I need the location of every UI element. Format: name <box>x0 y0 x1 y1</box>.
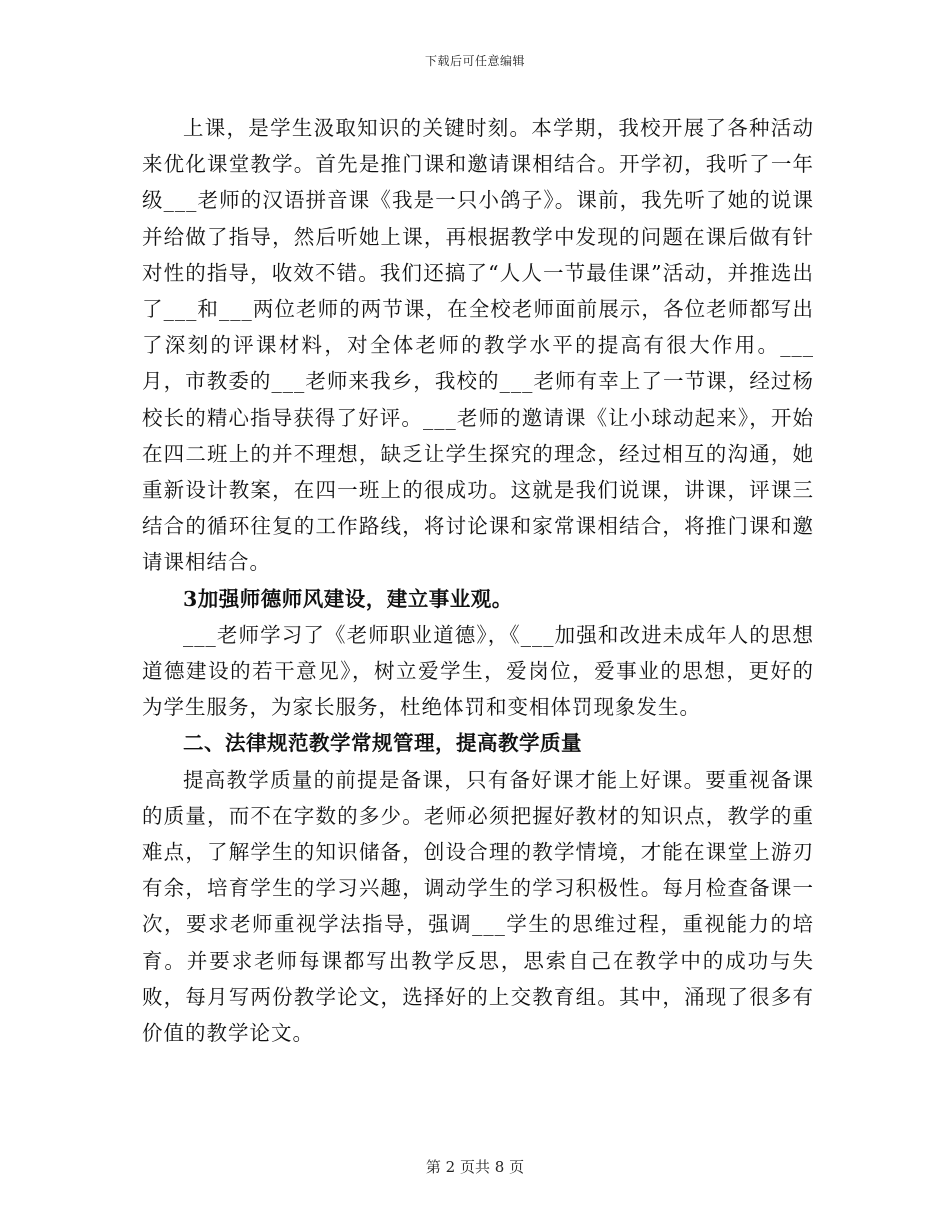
paragraph-teacher-ethics: ___老师学习了《老师职业道德》，《___加强和改进未成年人的思想道德建设的若干意见》，树立爱学生，爱岗位，爱事业的思想，更好的为学生服务，为家长服务，杜绝体罚和变相体罚现象发生。 <box>142 622 814 720</box>
section-heading-teaching-management: 二、法律规范教学常规管理，提高教学质量 <box>183 731 582 756</box>
document-body <box>142 110 814 1051</box>
paragraph-classroom-teaching: 上课，是学生汲取知识的关键时刻。本学期，我校开展了各种活动来优化课堂教学。首先是推门课和邀请课相结合。开学初，我听了一年级___老师的汉语拼音课《我是一只小鸽子》。课前，我先听了她的说课并给做了指导，然后听她上课，再根据教学中发现的问题在课后做有针对性的指导，收效不错。我们还搞了“人人一节最佳课”活动，并推选出了___和___两位老师的两节课，在全校老师面前展示，各位老师都写出了深刻的评课材料，对全体老师的教学水平的提高有很大作用。___月，市教委的___老师来我乡，我校的___老师有幸上了一节课，经过杨校长的精心指导获得了好评。___老师的邀请课《让小球动起来》，开始在四二班上的并不理想，缺乏让学生探究的理念，经过相互的沟通，她重新设计教案，在四一班上的很成功。这就是我们说课，讲课，评课三结合的循环往复的工作路线，将讨论课和家常课相结合，将推门课和邀请课相结合。 <box>142 116 814 575</box>
section-heading-teacher-ethics: 3加强师德师风建设，建立事业观。 <box>183 586 513 611</box>
page-footer-page-number: 第 2 页共 8 页 <box>425 1158 525 1176</box>
paragraph-lesson-preparation: 提高教学质量的前提是备课，只有备好课才能上好课。要重视备课的质量，而不在字数的多少。老师必须把握好教材的知识点，教学的重难点，了解学生的知识储备，创设合理的教学情境，才能在课堂上游刃有余，培育学生的学习兴趣，调动学生的学习积极性。每月检查备课一次，要求老师重视学法指导，强调___学生的思维过程，重视能力的培育。并要求老师每课都写出教学反思，思索自己在教学中的成功与失败，每月写两份教学论文，选择好的上交教育组。其中，涌现了很多有价值的教学论文。 <box>142 767 814 1046</box>
page-header: 下载后可任意编辑 <box>424 54 525 68</box>
